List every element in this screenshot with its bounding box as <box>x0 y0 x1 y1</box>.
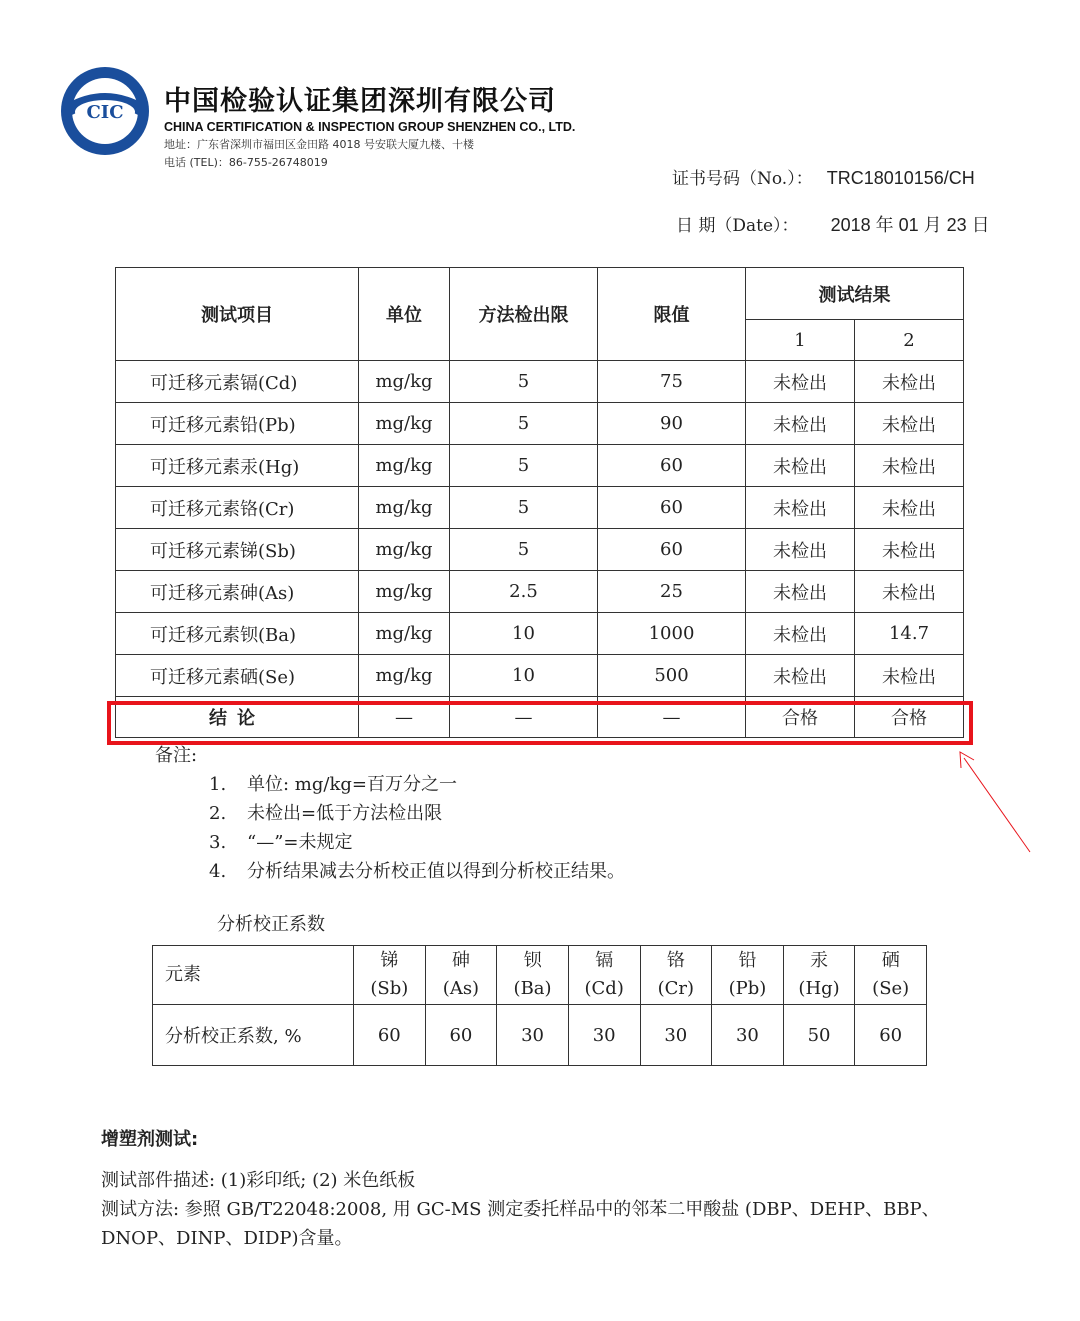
coef-element <box>855 946 927 1005</box>
cell-limit: 500 <box>598 655 746 697</box>
coef-value: 30 <box>712 1005 784 1066</box>
annotation-arrow-icon <box>950 748 1040 858</box>
cell-item: 可迁移元素铅(Pb) <box>116 403 359 445</box>
cell-unit: mg/kg <box>359 655 450 697</box>
notes-title: 备注: <box>155 745 198 766</box>
notes-section <box>155 741 625 886</box>
element-symbol: (Hg) <box>798 978 840 999</box>
date-value: 2018 年 01 月 23 日 <box>830 215 990 235</box>
header-unit: 单位 <box>359 268 450 361</box>
cell-result-2: 未检出 <box>855 445 964 487</box>
cell-unit: mg/kg <box>359 445 450 487</box>
certificate-number <box>672 164 975 189</box>
element-name: 硒 <box>881 950 900 971</box>
cell-result-2: 未检出 <box>855 529 964 571</box>
note-text: 分析结果减去分析校正值以得到分析校正结果。 <box>247 861 625 882</box>
element-name: 铬 <box>666 950 685 971</box>
element-symbol: (Ba) <box>513 978 552 999</box>
conclusion-limit: — <box>598 697 746 738</box>
cell-result-2: 未检出 <box>855 403 964 445</box>
header-result-2: 2 <box>855 320 964 361</box>
element-name: 镉 <box>595 950 614 971</box>
element-symbol: (Sb) <box>370 978 409 999</box>
note-number: 4. <box>209 861 227 882</box>
company-tel: 电话 (TEL)：86-755-26748019 <box>164 156 328 169</box>
company-address: 地址：广东省深圳市福田区金田路 4018 号安联大厦九楼、十楼 <box>164 138 474 151</box>
element-symbol: (As) <box>442 978 480 999</box>
cell-limit: 60 <box>598 487 746 529</box>
note-item <box>155 770 625 799</box>
cell-limit: 75 <box>598 361 746 403</box>
note-number: 2. <box>209 803 227 824</box>
note-item <box>155 857 625 886</box>
cell-result-1: 未检出 <box>746 571 855 613</box>
cell-mdl: 5 <box>450 487 598 529</box>
coef-value: 30 <box>568 1005 640 1066</box>
table-row <box>116 529 964 571</box>
element-name: 汞 <box>810 950 829 971</box>
report-date <box>676 211 990 237</box>
header-limit: 限值 <box>598 268 746 361</box>
header-item: 测试项目 <box>116 268 359 361</box>
coef-value: 60 <box>855 1005 927 1066</box>
cell-result-1: 未检出 <box>746 445 855 487</box>
header-result: 测试结果 <box>746 268 964 320</box>
header-result-1: 1 <box>746 320 855 361</box>
note-number: 3. <box>209 832 227 853</box>
cell-item: 可迁移元素锑(Sb) <box>116 529 359 571</box>
cell-limit: 25 <box>598 571 746 613</box>
plasticizer-parts: 测试部件描述: (1)彩印纸; (2) 米色纸板 <box>101 1170 416 1191</box>
cell-result-2: 未检出 <box>855 487 964 529</box>
cell-mdl: 10 <box>450 613 598 655</box>
coef-element <box>712 946 784 1005</box>
results-table <box>115 267 964 738</box>
note-text: 未检出=低于方法检出限 <box>247 803 443 824</box>
cell-mdl: 5 <box>450 403 598 445</box>
conclusion-result-1: 合格 <box>746 697 855 738</box>
note-number: 1. <box>209 774 227 795</box>
coef-element <box>425 946 497 1005</box>
cell-unit: mg/kg <box>359 529 450 571</box>
coef-element <box>354 946 426 1005</box>
cell-item: 可迁移元素铬(Cr) <box>116 487 359 529</box>
cert-value: TRC18010156/CH <box>826 168 975 188</box>
coef-element <box>640 946 712 1005</box>
coef-element <box>568 946 640 1005</box>
coef-value-row <box>153 1005 927 1066</box>
cell-limit: 60 <box>598 445 746 487</box>
conclusion-unit: — <box>359 697 450 738</box>
conclusion-highlight-box <box>107 701 973 745</box>
cell-result-1: 未检出 <box>746 613 855 655</box>
company-block <box>164 86 575 170</box>
element-name: 锑 <box>380 950 399 971</box>
plasticizer-description <box>101 1166 1001 1253</box>
cell-limit: 1000 <box>598 613 746 655</box>
cell-unit: mg/kg <box>359 487 450 529</box>
company-name-en: CHINA CERTIFICATION & INSPECTION GROUP SHENZHEN CO., LTD. <box>164 120 576 134</box>
element-name: 铅 <box>738 950 757 971</box>
plasticizer-title: 增塑剂测试: <box>101 1129 199 1150</box>
cell-limit: 90 <box>598 403 746 445</box>
element-symbol: (Se) <box>872 978 910 999</box>
cic-logo <box>58 64 152 158</box>
cell-result-1: 未检出 <box>746 361 855 403</box>
element-symbol: (Cr) <box>657 978 695 999</box>
cell-result-2: 未检出 <box>855 571 964 613</box>
cell-item: 可迁移元素硒(Se) <box>116 655 359 697</box>
conclusion-mdl: — <box>450 697 598 738</box>
element-symbol: (Pb) <box>728 978 767 999</box>
conclusion-result-2: 合格 <box>855 697 964 738</box>
coef-value: 30 <box>640 1005 712 1066</box>
table-row <box>116 487 964 529</box>
cell-item: 可迁移元素钡(Ba) <box>116 613 359 655</box>
company-name-cn: 中国检验认证集团深圳有限公司 <box>164 86 556 117</box>
element-name: 钡 <box>523 950 542 971</box>
cell-mdl: 5 <box>450 529 598 571</box>
cell-unit: mg/kg <box>359 613 450 655</box>
table-row <box>116 655 964 697</box>
table-row <box>116 361 964 403</box>
cell-result-1: 未检出 <box>746 655 855 697</box>
header-mdl: 方法检出限 <box>450 268 598 361</box>
coef-value: 50 <box>783 1005 855 1066</box>
coef-value: 60 <box>425 1005 497 1066</box>
coef-value: 30 <box>497 1005 569 1066</box>
table-row <box>116 571 964 613</box>
cell-result-2: 未检出 <box>855 655 964 697</box>
coef-value: 60 <box>354 1005 426 1066</box>
plasticizer-method: 测试方法: 参照 GB/T22048:2008, 用 GC-MS 测定委托样品中的邻苯二甲酸盐 (DBP、DEHP、BBP、DNOP、DINP、DIDP)含量。 <box>101 1199 940 1249</box>
cell-item: 可迁移元素砷(As) <box>116 571 359 613</box>
cell-limit: 60 <box>598 529 746 571</box>
cell-result-2: 14.7 <box>855 613 964 655</box>
coef-header-row <box>153 946 927 1005</box>
cell-mdl: 5 <box>450 361 598 403</box>
cell-mdl: 10 <box>450 655 598 697</box>
cell-unit: mg/kg <box>359 361 450 403</box>
coef-element <box>783 946 855 1005</box>
cell-mdl: 2.5 <box>450 571 598 613</box>
note-item <box>155 799 625 828</box>
note-item <box>155 828 625 857</box>
cell-result-2: 未检出 <box>855 361 964 403</box>
table-row <box>116 445 964 487</box>
date-label: 日 期（Date）： <box>676 216 799 236</box>
coef-element-label: 元素 <box>153 946 354 1005</box>
cell-unit: mg/kg <box>359 571 450 613</box>
conclusion-label: 结论 <box>116 697 359 738</box>
cert-label: 证书号码（No.）： <box>672 169 813 189</box>
cell-result-1: 未检出 <box>746 403 855 445</box>
coef-title: 分析校正系数 <box>217 914 325 935</box>
coef-table <box>152 945 927 1066</box>
element-symbol: (Cd) <box>584 978 624 999</box>
table-row <box>116 613 964 655</box>
table-row <box>116 403 964 445</box>
logo-text: CIC <box>86 102 124 123</box>
cell-mdl: 5 <box>450 445 598 487</box>
element-name: 砷 <box>451 950 470 971</box>
coef-element <box>497 946 569 1005</box>
cell-item: 可迁移元素汞(Hg) <box>116 445 359 487</box>
cell-unit: mg/kg <box>359 403 450 445</box>
cell-result-1: 未检出 <box>746 529 855 571</box>
note-text: “—”=未规定 <box>247 832 353 853</box>
note-text: 单位: mg/kg=百万分之一 <box>247 774 457 795</box>
coef-value-label: 分析校正系数, % <box>153 1005 354 1066</box>
cell-result-1: 未检出 <box>746 487 855 529</box>
cell-item: 可迁移元素镉(Cd) <box>116 361 359 403</box>
